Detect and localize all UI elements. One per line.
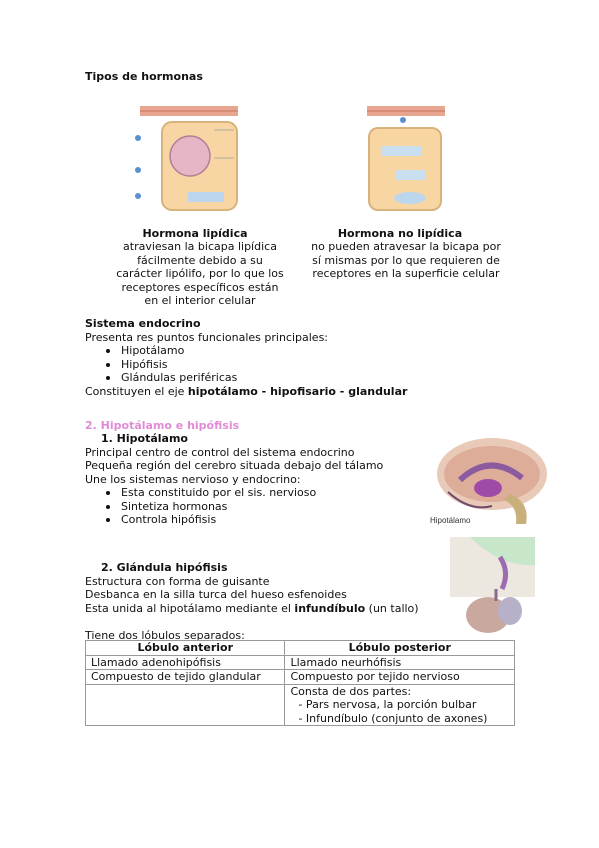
table-header: Lóbulo anterior [86,641,285,656]
section2-heading: 2. Hipotálamo e hipófisis [85,419,240,432]
page-title: Tipos de hormonas [85,70,203,83]
table-row [86,655,515,670]
table-cell: Compuesto por tejido nervioso [285,670,515,685]
table-row [86,670,515,685]
lobes-intro: Tiene dos lóbulos separados: [85,628,245,642]
cell-line: - Pars nervosa, la porción bulbar [298,698,477,711]
list-item: Hipófisis [85,358,505,372]
table-cell: Llamado adenohipófisis [86,655,285,670]
list-item: Sintetiza hormonas [85,500,435,514]
table-cell: Llamado neurhófisis [285,655,515,670]
table-header-row [86,641,515,656]
text-line: Desbanca en la silla turca del hueso esfenoides [85,588,347,601]
list-item: Esta constituido por el sis. nervioso [85,486,435,500]
nonlipid-hormone-name: Hormona no lipídica [337,227,463,240]
endocrine-list [85,344,505,385]
lipid-hormone-name: Hormona lipídica [142,227,248,240]
table-cell [86,684,285,726]
nonlipid-hormone-desc: no pueden atravesar la bicapa por sí mismas por lo que requieren de receptores en la superficie celular [311,240,501,280]
text-line: Pequeña región del cerebro situada debajo del tálamo [85,459,384,472]
hypothalamus-list [85,486,435,527]
cell-line: - Infundíbulo (conjunto de axones) [298,711,488,725]
lobes-table [85,640,515,726]
brain-image-label: Hipotálamo [430,516,471,525]
table-cell [285,684,515,726]
nonlipid-hormone-diagram [365,98,447,218]
endocrine-intro: Presenta res puntos funcionales principales: [85,330,329,344]
lipid-hormone-desc: atraviesan la bicapa lipídica fácilmente debido a su carácter lipólifo, por lo que los receptores específicos están en el interior celular [116,240,284,307]
list-item: Controla hipófisis [85,513,435,527]
pituitary-section [85,561,445,642]
text-line: Principal centro de control del sistema endocrino [85,445,355,459]
text-line: Esta unida al hipotálamo mediante el infundíbulo (un tallo) [85,601,419,615]
text-line: Estructura con forma de guisante [85,574,270,588]
endocrine-section [85,317,505,398]
pituitary-image [440,537,535,640]
endocrine-axis: Constituyen el eje hipotálamo - hipofisario - glandular [85,384,408,398]
list-item: Hipotálamo [85,344,505,358]
text-line: Une los sistemas nervioso y endocrino: [85,472,301,486]
endocrine-heading: Sistema endocrino [85,317,201,330]
list-item: Glándulas periféricas [85,371,505,385]
hypothalamus-heading: 1. Hipotálamo [101,432,188,445]
table-header: Lóbulo posterior [285,641,515,656]
table-cell: Compuesto de tejido glandular [86,670,285,685]
brain-image [430,432,550,527]
table-row [86,684,515,726]
pituitary-heading: 2. Glándula hipófisis [101,561,228,574]
hypothalamus-section [85,432,435,527]
lipid-hormone-diagram [130,98,245,218]
cell-line: Consta de dos partes: [290,684,412,698]
